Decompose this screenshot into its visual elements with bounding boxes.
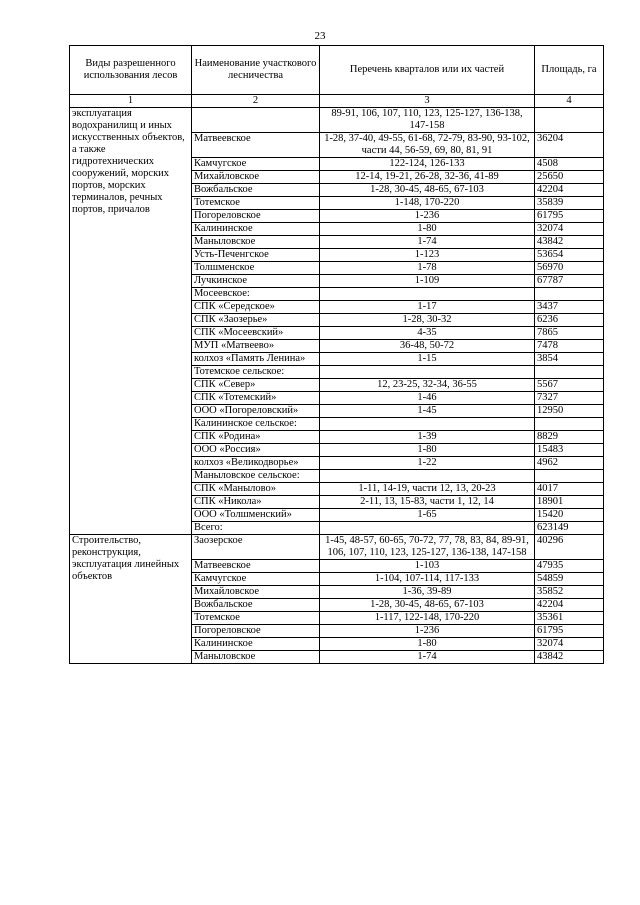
area-cell: 25650 <box>535 171 604 184</box>
forestry-name-cell: Заозерское <box>192 535 320 560</box>
quarters-cell: 1-80 <box>320 444 535 457</box>
quarters-cell: 12-14, 19-21, 26-28, 32-36, 41-89 <box>320 171 535 184</box>
column-number: 4 <box>535 95 604 108</box>
area-cell <box>535 108 604 133</box>
area-cell: 15483 <box>535 444 604 457</box>
quarters-cell: 1-103 <box>320 560 535 573</box>
forestry-name-cell: Вожбальское <box>192 184 320 197</box>
header-row <box>70 46 604 95</box>
forestry-name-cell: Мосеевское: <box>192 288 320 301</box>
forestry-name-cell: Толшменское <box>192 262 320 275</box>
area-cell: 6236 <box>535 314 604 327</box>
quarters-cell: 1-45 <box>320 405 535 418</box>
area-cell: 7327 <box>535 392 604 405</box>
header-area: Площадь, га <box>535 46 604 95</box>
quarters-cell: 1-45, 48-57, 60-65, 70-72, 77, 78, 83, 84, 89-91, 106, 107, 110, 123, 125-127, 136-138, 147-158 <box>320 535 535 560</box>
quarters-cell: 1-28, 30-45, 48-65, 67-103 <box>320 599 535 612</box>
forestry-name-cell: Лучкинское <box>192 275 320 288</box>
quarters-cell: 1-17 <box>320 301 535 314</box>
quarters-cell: 1-15 <box>320 353 535 366</box>
forestry-name-cell: Матвеевское <box>192 133 320 158</box>
forestry-name-cell: Всего: <box>192 522 320 535</box>
quarters-cell <box>320 418 535 431</box>
section1-row <box>70 108 604 133</box>
quarters-cell <box>320 366 535 379</box>
area-cell: 54859 <box>535 573 604 586</box>
section2-use-type: Строительство, реконструкция, эксплуатация линейных объектов <box>70 535 192 664</box>
forestry-name-cell: Михайловское <box>192 171 320 184</box>
quarters-cell: 1-28, 30-45, 48-65, 67-103 <box>320 184 535 197</box>
forestry-name-cell: Михайловское <box>192 586 320 599</box>
header-forestry-name: Наименование участкового лесничества <box>192 46 320 95</box>
area-cell: 42204 <box>535 184 604 197</box>
header-use-type: Виды разрешенного использования лесов <box>70 46 192 95</box>
quarters-cell: 1-65 <box>320 509 535 522</box>
forestry-table <box>69 45 604 664</box>
quarters-cell: 1-28, 30-32 <box>320 314 535 327</box>
quarters-cell: 1-80 <box>320 638 535 651</box>
column-number: 1 <box>70 95 192 108</box>
forestry-name-cell: Усть-Печенгское <box>192 249 320 262</box>
forestry-name-cell: СПК «Мосеевский» <box>192 327 320 340</box>
forestry-name-cell: Вожбальское <box>192 599 320 612</box>
forestry-name-cell: Камчугское <box>192 573 320 586</box>
quarters-cell <box>320 522 535 535</box>
forestry-name-cell: МУП «Матвеево» <box>192 340 320 353</box>
quarters-cell: 36-48, 50-72 <box>320 340 535 353</box>
area-cell: 3437 <box>535 301 604 314</box>
quarters-cell: 1-148, 170-220 <box>320 197 535 210</box>
quarters-cell: 122-124, 126-133 <box>320 158 535 171</box>
quarters-cell: 2-11, 13, 15-83, части 1, 12, 14 <box>320 496 535 509</box>
area-cell <box>535 288 604 301</box>
quarters-cell: 1-78 <box>320 262 535 275</box>
quarters-cell: 12, 23-25, 32-34, 36-55 <box>320 379 535 392</box>
area-cell: 3854 <box>535 353 604 366</box>
forestry-name-cell: СПК «Заозерье» <box>192 314 320 327</box>
area-cell: 61795 <box>535 625 604 638</box>
area-cell <box>535 470 604 483</box>
forestry-name-cell: СПК «Север» <box>192 379 320 392</box>
forestry-name-cell: Погореловское <box>192 210 320 223</box>
quarters-cell: 1-46 <box>320 392 535 405</box>
forestry-name-cell: Маныловское <box>192 236 320 249</box>
forestry-name-cell: Маныловское <box>192 651 320 664</box>
area-cell: 7865 <box>535 327 604 340</box>
forestry-name-cell: колхоз «Память Ленина» <box>192 353 320 366</box>
quarters-cell: 1-117, 122-148, 170-220 <box>320 612 535 625</box>
quarters-cell <box>320 288 535 301</box>
forestry-name-cell: Погореловское <box>192 625 320 638</box>
area-cell: 15420 <box>535 509 604 522</box>
area-cell: 43842 <box>535 236 604 249</box>
forestry-name-cell <box>192 108 320 133</box>
area-cell: 35852 <box>535 586 604 599</box>
quarters-cell: 1-22 <box>320 457 535 470</box>
area-cell: 42204 <box>535 599 604 612</box>
area-cell: 56970 <box>535 262 604 275</box>
forestry-name-cell: Тотемское <box>192 197 320 210</box>
forestry-name-cell: Маныловское сельское: <box>192 470 320 483</box>
quarters-cell <box>320 470 535 483</box>
area-cell: 7478 <box>535 340 604 353</box>
area-cell: 53654 <box>535 249 604 262</box>
area-cell: 4017 <box>535 483 604 496</box>
forestry-name-cell: ООО «Погореловский» <box>192 405 320 418</box>
forestry-name-cell: СПК «Родина» <box>192 431 320 444</box>
column-number: 2 <box>192 95 320 108</box>
area-cell: 35361 <box>535 612 604 625</box>
area-cell: 18901 <box>535 496 604 509</box>
quarters-cell: 1-11, 14-19, части 12, 13, 20-23 <box>320 483 535 496</box>
area-cell: 4508 <box>535 158 604 171</box>
quarters-cell: 1-39 <box>320 431 535 444</box>
quarters-cell: 4-35 <box>320 327 535 340</box>
quarters-cell: 1-236 <box>320 625 535 638</box>
forestry-name-cell: Калининское <box>192 638 320 651</box>
area-cell: 35839 <box>535 197 604 210</box>
page-number: 23 <box>314 30 326 42</box>
forestry-name-cell: Калининское сельское: <box>192 418 320 431</box>
area-cell: 36204 <box>535 133 604 158</box>
forestry-name-cell: СПК «Тотемский» <box>192 392 320 405</box>
area-cell: 8829 <box>535 431 604 444</box>
area-cell: 47935 <box>535 560 604 573</box>
quarters-cell: 1-80 <box>320 223 535 236</box>
forestry-name-cell: Тотемское сельское: <box>192 366 320 379</box>
quarters-cell: 1-74 <box>320 651 535 664</box>
column-number: 3 <box>320 95 535 108</box>
forestry-name-cell: Камчугское <box>192 158 320 171</box>
forestry-name-cell: колхоз «Великодворье» <box>192 457 320 470</box>
area-cell: 5567 <box>535 379 604 392</box>
area-cell: 12950 <box>535 405 604 418</box>
forestry-name-cell: Матвеевское <box>192 560 320 573</box>
quarters-cell: 1-236 <box>320 210 535 223</box>
area-cell: 32074 <box>535 223 604 236</box>
quarters-cell: 1-123 <box>320 249 535 262</box>
section2-row <box>70 535 604 560</box>
column-number-row <box>70 95 604 108</box>
area-cell <box>535 366 604 379</box>
quarters-cell: 1-28, 37-40, 49-55, 61-68, 72-79, 83-90, 93-102, части 44, 56-59, 69, 80, 81, 91 <box>320 133 535 158</box>
area-cell: 67787 <box>535 275 604 288</box>
forestry-name-cell: СПК «Никола» <box>192 496 320 509</box>
quarters-cell: 1-109 <box>320 275 535 288</box>
area-cell: 40296 <box>535 535 604 560</box>
area-cell <box>535 418 604 431</box>
area-cell: 32074 <box>535 638 604 651</box>
forestry-name-cell: Тотемское <box>192 612 320 625</box>
forestry-name-cell: ООО «Россия» <box>192 444 320 457</box>
quarters-cell: 89-91, 106, 107, 110, 123, 125-127, 136-138, 147-158 <box>320 108 535 133</box>
forestry-name-cell: Калининское <box>192 223 320 236</box>
forestry-name-cell: ООО «Толшменский» <box>192 509 320 522</box>
quarters-cell: 1-74 <box>320 236 535 249</box>
area-cell: 43842 <box>535 651 604 664</box>
quarters-cell: 1-36, 39-89 <box>320 586 535 599</box>
forestry-name-cell: СПК «Манылово» <box>192 483 320 496</box>
area-cell: 61795 <box>535 210 604 223</box>
header-quarters: Перечень кварталов или их частей <box>320 46 535 95</box>
forestry-name-cell: СПК «Середское» <box>192 301 320 314</box>
area-cell: 623149 <box>535 522 604 535</box>
section1-use-type: эксплуатация водохранилищ и иных искусственных объектов, а также гидротехнических сооружений, морских портов, морских терминалов, речных портов, причалов <box>70 108 192 535</box>
quarters-cell: 1-104, 107-114, 117-133 <box>320 573 535 586</box>
area-cell: 4962 <box>535 457 604 470</box>
